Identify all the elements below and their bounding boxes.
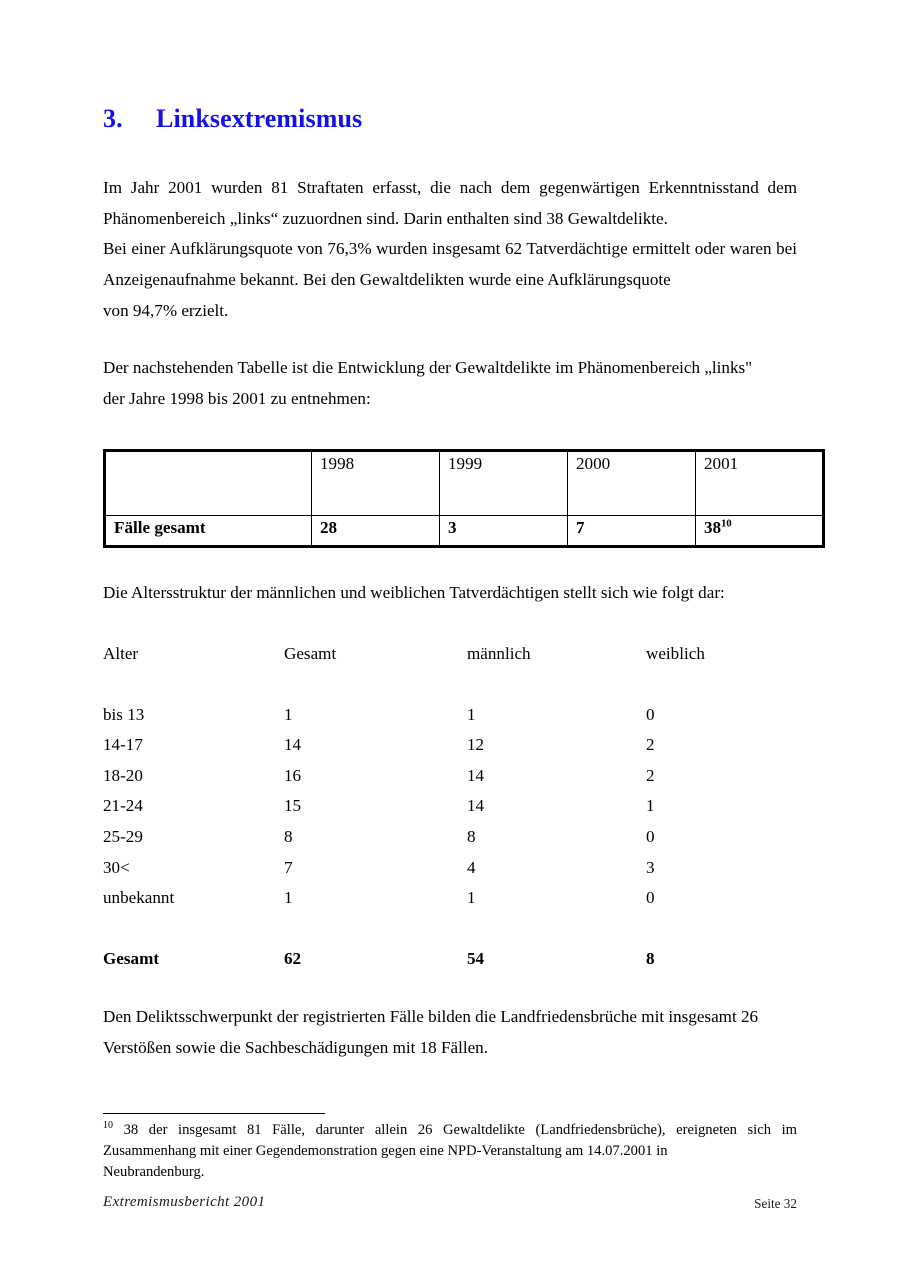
age-row-label: 30< [103,857,130,877]
table-cell-2000: 7 [568,516,696,547]
age-structure-table [103,639,797,974]
age-row-weiblich: 0 [646,826,655,846]
footnote-body: 38 der insgesamt 81 Fälle, darunter allein 26 Gewaltdelikte (Landfriedensbrüche), ereigneten sich im Zusammenhang mit einer Gegendemonstration gegen eine NPD-Veranstaltung am 14.07.2001 in [103,1122,798,1159]
age-header-gesamt: Gesamt [284,644,337,663]
table-cell-2001-value: 38 [704,518,722,537]
age-row-label: bis 13 [103,704,145,724]
age-row-maennlich: 1 [467,704,476,724]
age-row-gesamt: 1 [284,888,293,908]
age-table-row [103,730,797,761]
age-table-total-row [103,944,797,975]
age-header-weiblich: weiblich [646,644,705,663]
age-row-gesamt: 16 [284,765,302,785]
table-cell-row-label: Fälle gesamt [105,516,312,547]
age-row-gesamt: 15 [284,796,302,816]
paragraph-intro-second-lastline: von 94,7% erzielt. [103,300,229,320]
age-row-weiblich: 2 [646,735,655,755]
table-header-row [105,451,824,516]
age-header-alter: Alter [103,644,139,663]
footnote-body-lastline: Neubrandenburg. [103,1164,205,1180]
table-header-cell-2000: 2000 [568,451,696,516]
age-row-maennlich: 12 [467,735,485,755]
age-table-row [103,791,797,822]
age-row-weiblich: 2 [646,765,655,785]
page-footer [103,1194,797,1216]
age-table-row [103,700,797,731]
paragraph-delikt-text: Den Deliktsschwerpunkt der registrierten Fälle bilden die Landfriedensbrüche mit insgesamt 26 [103,1007,759,1026]
cases-per-year-table [103,449,825,548]
table-header-cell-1998: 1998 [312,451,440,516]
page-title [103,104,797,134]
table-cell-1998: 28 [312,516,440,547]
paragraph-intro-first: Im Jahr 2001 wurden 81 Straftaten erfasst, die nach dem gegenwärtigen Erkenntnisstand dem Phänomenbereich „links“ zuzuordnen sind. Darin enthalten sind 38 Gewaltdelikte. [103,178,797,228]
footer-page-number: Seite 32 [754,1196,797,1211]
age-row-weiblich: 0 [646,888,655,908]
age-row-maennlich: 8 [467,826,476,846]
age-table-row [103,822,797,853]
age-total-maennlich: 54 [467,948,485,968]
age-header-maennlich: männlich [467,644,531,663]
footnote-block [103,1113,797,1183]
age-row-gesamt: 14 [284,735,302,755]
footnote-number: 10 [103,1120,113,1132]
table-header-cell-1999: 1999 [440,451,568,516]
table-cell-2001 [696,516,824,547]
paragraph-intro [103,173,797,327]
paragraph-intro-second: Bei einer Aufklärungsquote von 76,3% wurden insgesamt 62 Tatverdächtige ermittelt oder waren bei Anzeigenaufnahme bekannt. Bei den Gewaltdelikten wurde eine Aufklärungsquote [103,239,797,290]
age-row-label: 14-17 [103,735,143,755]
age-table-total-spacer [103,914,797,944]
age-total-gesamt: 62 [284,948,302,968]
age-table-header-spacer [103,670,797,700]
paragraph-delikt [103,1002,797,1063]
age-row-weiblich: 0 [646,704,655,724]
age-total-weiblich: 8 [646,948,655,968]
age-total-label: Gesamt [103,948,160,968]
table-cell-1999: 3 [440,516,568,547]
footnote-text [103,1120,797,1183]
paragraph-table-lead-text: Der nachstehenden Tabelle ist die Entwicklung der Gewaltdelikte im Phänomenbereich „links" [103,358,753,377]
age-table-row [103,853,797,884]
age-row-maennlich: 14 [467,765,485,785]
footnote-reference-marker[interactable]: 10 [721,518,732,530]
age-row-label: 25-29 [103,826,143,846]
paragraph-table-lead-lastline: der Jahre 1998 bis 2001 zu entnehmen: [103,388,371,408]
age-row-gesamt: 8 [284,826,293,846]
paragraph-age-lead [103,578,797,609]
age-row-weiblich: 1 [646,796,655,816]
chapter-title: Linksextremismus [156,104,363,133]
footer-report-title: Extremismusbericht 2001 [103,1194,266,1210]
age-table-row [103,761,797,792]
chapter-number: 3. [103,104,123,133]
age-row-label: unbekannt [103,888,175,908]
age-row-maennlich: 14 [467,796,485,816]
paragraph-age-lead-text: Die Altersstruktur der männlichen und weiblichen Tatverdächtigen stellt sich wie folgt dar: [103,583,725,602]
paragraph-delikt-lastline: Verstößen sowie die Sachbeschädigungen mit 18 Fällen. [103,1037,489,1057]
age-row-label: 18-20 [103,765,143,785]
age-row-label: 21-24 [103,796,143,816]
table-row [105,516,824,547]
footnote-separator-rule [103,1113,325,1114]
age-row-weiblich: 3 [646,857,655,877]
age-table-header-row [103,639,797,670]
age-row-gesamt: 1 [284,704,293,724]
table-header-cell-2001: 2001 [696,451,824,516]
age-row-maennlich: 1 [467,888,476,908]
age-row-maennlich: 4 [467,857,476,877]
paragraph-table-lead [103,353,797,414]
age-row-gesamt: 7 [284,857,293,877]
age-table-row [103,883,797,914]
table-header-cell-empty [105,451,312,516]
